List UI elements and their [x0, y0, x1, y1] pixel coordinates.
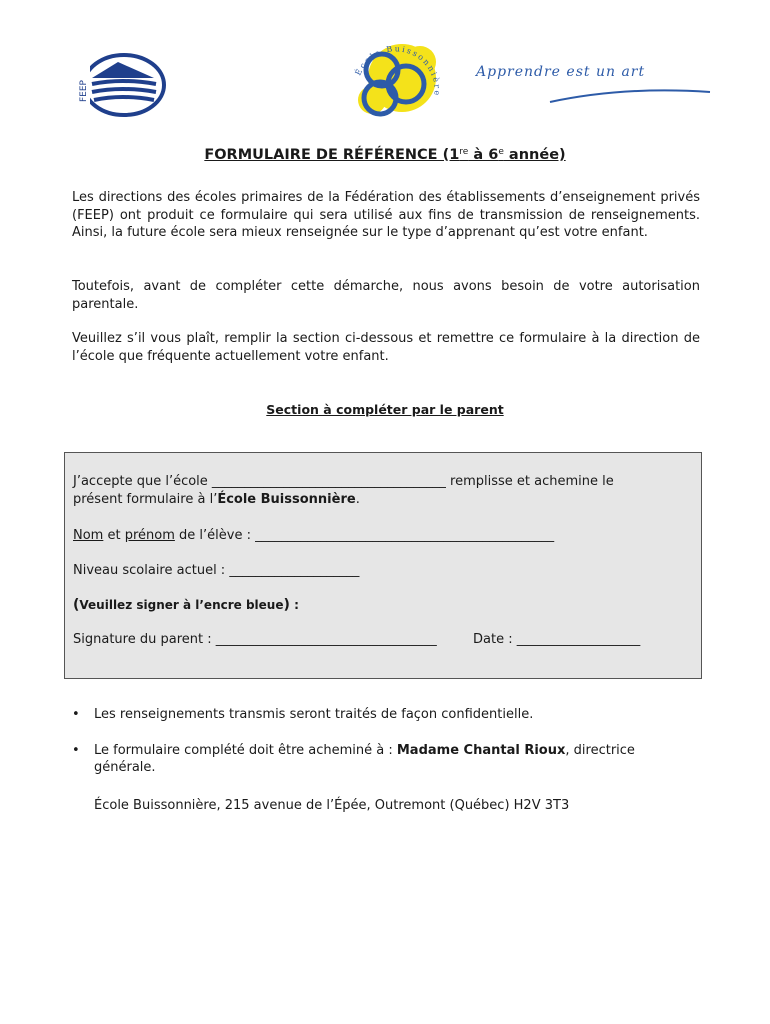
- bullet-icon: •: [72, 742, 80, 758]
- ecole-logo-ring-text: [340, 36, 450, 120]
- feep-logo: [74, 52, 166, 118]
- date-field[interactable]: Date : ___________________: [473, 632, 641, 647]
- student-name-field[interactable]: Nom et prénom de l’élève : ______________________________________________: [73, 528, 555, 543]
- tagline-swoosh-icon: [545, 86, 715, 106]
- parent-signature-field[interactable]: Signature du parent : __________________________________: [73, 632, 437, 647]
- school-consent-line-2: présent formulaire à l’École Buissonnière.: [73, 492, 360, 507]
- parent-form-box: [64, 452, 702, 679]
- list-item: • Les renseignements transmis seront traités de façon confidentielle.: [72, 707, 534, 722]
- page-title: FORMULAIRE DE RÉFÉRENCE (1re à 6e année): [204, 147, 566, 163]
- grade-level-field[interactable]: Niveau scolaire actuel : ____________________: [73, 563, 360, 578]
- svg-text:FEEP: FEEP: [79, 80, 89, 102]
- instruction-paragraph: Veuillez s’il vous plaît, remplir la section ci-dessous et remettre ce formulaire à la direction de l’école que fréquente actuellement votre enfant.: [72, 331, 700, 364]
- bullet-icon: •: [72, 707, 80, 722]
- intro-paragraph: Les directions des écoles primaires de la Fédération des établissements d’enseignement privés (FEEP) ont produit ce formulaire qui sera utilisé aux fins de transmission de renseignements. Ainsi, la future école sera mieux renseignée sur le type d’apprenant qu’est votre enfant.: [72, 190, 700, 240]
- school-consent-line[interactable]: J’accepte que l’école ____________________________________ remplisse et achemine le: [73, 474, 614, 489]
- signature-instruction: (Veuillez signer à l’encre bleue) :: [73, 597, 299, 613]
- list-item: • Le formulaire complété doit être acheminé à : Madame Chantal Rioux, directrice générale.: [72, 742, 635, 775]
- authorization-paragraph: Toutefois, avant de compléter cette démarche, nous avons besoin de votre autorisation parentale.: [72, 279, 700, 312]
- section-heading: Section à compléter par le parent: [266, 402, 504, 417]
- svg-text:École Buissonnière: École Buissonnière: [353, 44, 442, 98]
- notes-list: [72, 706, 692, 795]
- school-address: École Buissonnière, 215 avenue de l’Épée, Outremont (Québec) H2V 3T3: [94, 798, 570, 813]
- tagline: Apprendre est un art: [476, 64, 646, 80]
